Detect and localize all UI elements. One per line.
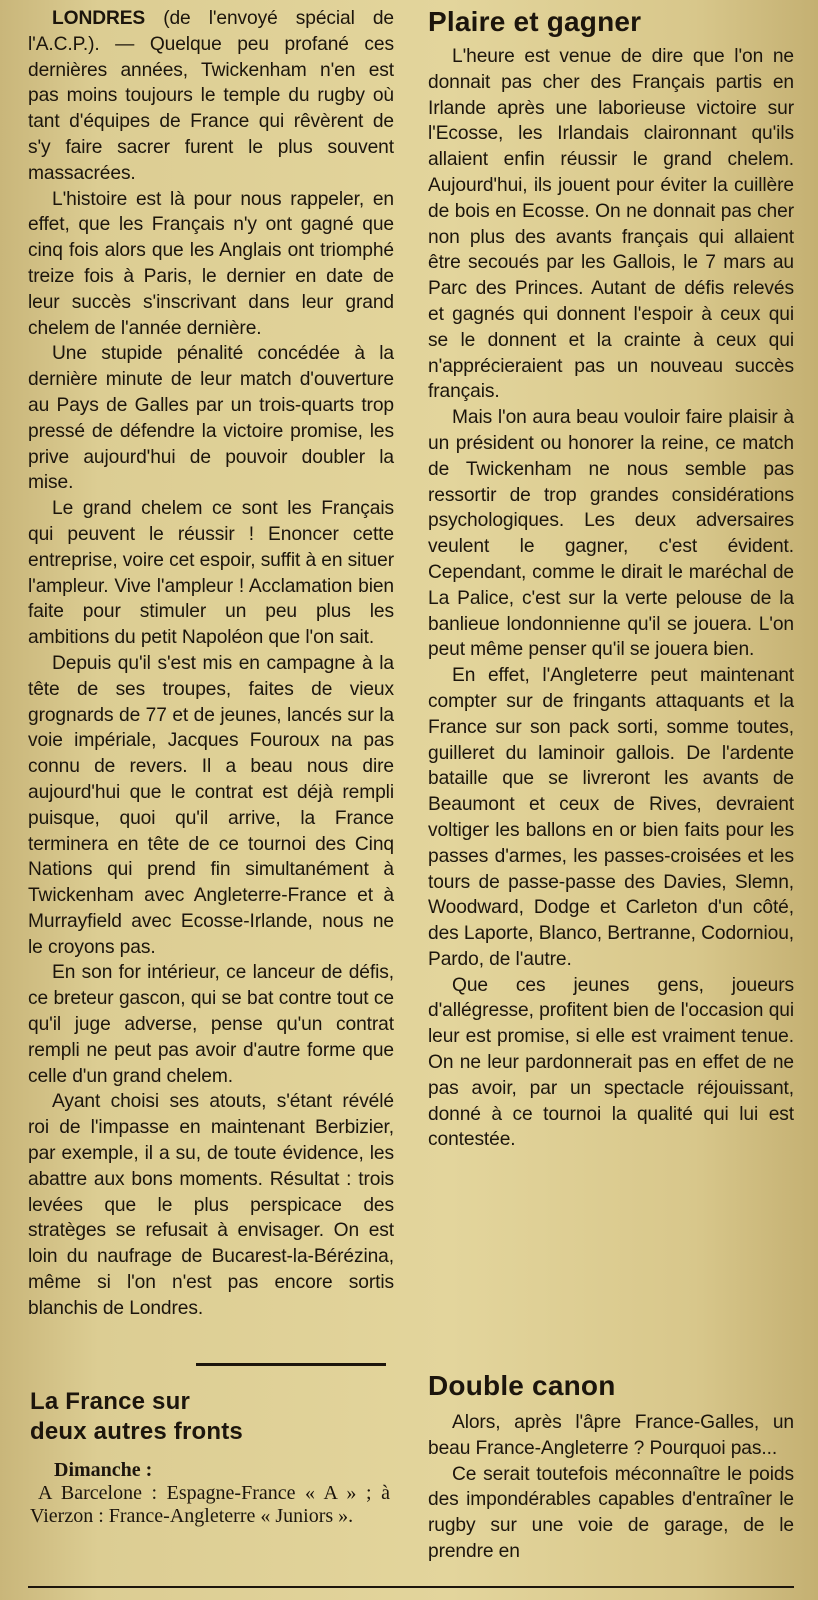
article-paragraph: Le grand chelem ce sont les Français qui peuvent le réussir ! Enoncer cette entreprise, voire cet espoir, suffit à en situer l'ampleur. Vive l'ampleur ! Acclamation bien faite pour stimuler un peu plus les ambitions du petit Napoléon que l'on sait. — [28, 498, 394, 649]
article-paragraph: En son for intérieur, ce lanceur de défis, ce breteur gascon, qui se bat contre tout ce qu'il juge adverse, pense qu'un contrat rempli ne peut pas avoir d'autre forme que celle d'un grand chelem. — [28, 962, 394, 1087]
article-paragraph: L'heure est venue de dire que l'on ne donnait pas cher des Français partis en Irlande après une laborieuse victoire sur l'Ecosse, les Irlandais claironnant qu'ils allaient enfin réussir le grand chelem. Aujourd'hui, ils jouent pour éviter la cuillère de bois en Ecosse. On ne donnait pas cher non plus des avants français qui allaient être secoués par les Gallois, le 7 mars au Parc des Princes. Autant de défis relevés et gagnés qui donnent l'espoir à ceux qui se le donnent et la crainte à ceux qui n'apprécieraient pas un nouveau succès français. — [428, 46, 794, 403]
lead-text: (de l'envoyé spécial de l'A.C.P.). — Quelque peu profané ces dernières années, Twickenham n'en est pas moins toujours le temple du rugby où tant d'équipes de France qui rêvèrent de s'y faire sacrer furent le plus souvent massacrées. — [28, 8, 394, 184]
box-headline — [30, 1387, 390, 1447]
bottom-rule — [28, 1586, 794, 1588]
article-paragraph: Une stupide pénalité concédée à la dernière minute de leur match d'ouverture au Pays de Galles par un trois-quarts trop pressé de défendre la victoire promise, les prive aujourd'hui de pouvoir doubler la mise. — [28, 343, 394, 494]
article-paragraph: Alors, après l'âpre France-Galles, un beau France-Angleterre ? Pourquoi pas... — [428, 1412, 794, 1459]
dateline: LONDRES — [52, 8, 146, 29]
article-paragraph: Mais l'on aura beau vouloir faire plaisir à un président ou honorer la reine, ce match de Twickenham ne nous semble pas ressortir de trop grandes considérations psychologiques. Les deux adversaires veulent le gagner, c'est évident. Cependant, comme le dirait le maréchal de La Palice, c'est sur la verte pelouse de la banlieue londonnienne qu'il se jouera. L'on peut même penser qu'il se jouera bien. — [428, 407, 794, 661]
article-paragraph: Depuis qu'il s'est mis en campagne à la tête de ses troupes, faites de vieux grognards de 77 et de jeunes, lancés sur la voie impériale, Jacques Fouroux na pas connu de revers. Il a beau nous dire aujourd'hui que le contrat est déjà rempli puisque, quoi qu'il arrive, la France terminera en tête de ce tournoi des Cinq Nations qui prend fin simultanément à Twickenham avec Angleterre-France et à Murrayfield avec Ecosse-Irlande, nous ne le croyons pas. — [28, 652, 394, 958]
box-headline-line1: La France sur — [30, 1388, 190, 1415]
box-double-canon — [428, 1370, 794, 1565]
left-article-column — [28, 6, 394, 1322]
article-paragraph: En effet, l'Angleterre peut maintenant compter sur de fringants attaquants et la France sur son pack sorti, somme toutes, guilleret du laminoir gallois. De l'ardente bataille que se livreront les avants de Beaumont et ceux de Rives, devraient voltiger les ballons en or bien faits pour les passes d'armes, les passes-croisées et les tours de passe-passe des Davies, Slemn, Woodward, Dodge et Carleton d'un côté, des Laporte, Blanco, Bertranne, Codorniou, Pardo, de l'autre. — [428, 665, 794, 970]
lead-paragraph — [28, 6, 394, 187]
article-paragraph: Que ces jeunes gens, joueurs d'allégresse, profitent bien de l'occasion qui leur est promise, si elle est vraiment tenue. On ne leur pardonnerait pas en effet de ne pas avoir, par un spectacle réjouissant, donné à ce tournoi la qualité qui lui est contestée. — [428, 974, 794, 1151]
article-paragraph: L'histoire est là pour nous rappeler, en effet, que les Français n'y ont gagné que cinq fois alors que les Anglais ont triomphé treize fois à Paris, le dernier en date de leur succès s'inscrivant dans leur grand chelem de l'année dernière. — [28, 188, 394, 339]
section-divider — [196, 1363, 386, 1366]
box-france-autres-fronts — [30, 1387, 390, 1528]
box-headline-line2: deux autres fronts — [30, 1418, 243, 1445]
right-article-column — [428, 6, 794, 1153]
article-paragraph: Ayant choisi ses atouts, s'étant révélé roi de l'impasse en maintenant Berbizier, par exemple, il a su, de toute évidence, les abattre aux bons moments. Résultat : trois levées que le plus perspicace des stratèges se refusait à envisager. On est loin du naufrage de Bucarest-la-Bérézina, même si l'on n'est pas encore sortis blanchis de Londres. — [28, 1091, 394, 1319]
headline-double-canon: Double canon — [428, 1370, 616, 1401]
article-paragraph: Ce serait toutefois méconnaître le poids des impondérables capables d'entraîner le rugby sur une voie de garage, de le prendre en — [428, 1463, 794, 1562]
headline-plaire-et-gagner: Plaire et gagner — [428, 6, 642, 37]
schedule — [30, 1459, 390, 1528]
schedule-text: A Barcelone : Espagne-France « A » ; à Vierzon : France-Angleterre « Juniors ». — [30, 1482, 390, 1527]
schedule-label: Dimanche : — [54, 1459, 153, 1481]
